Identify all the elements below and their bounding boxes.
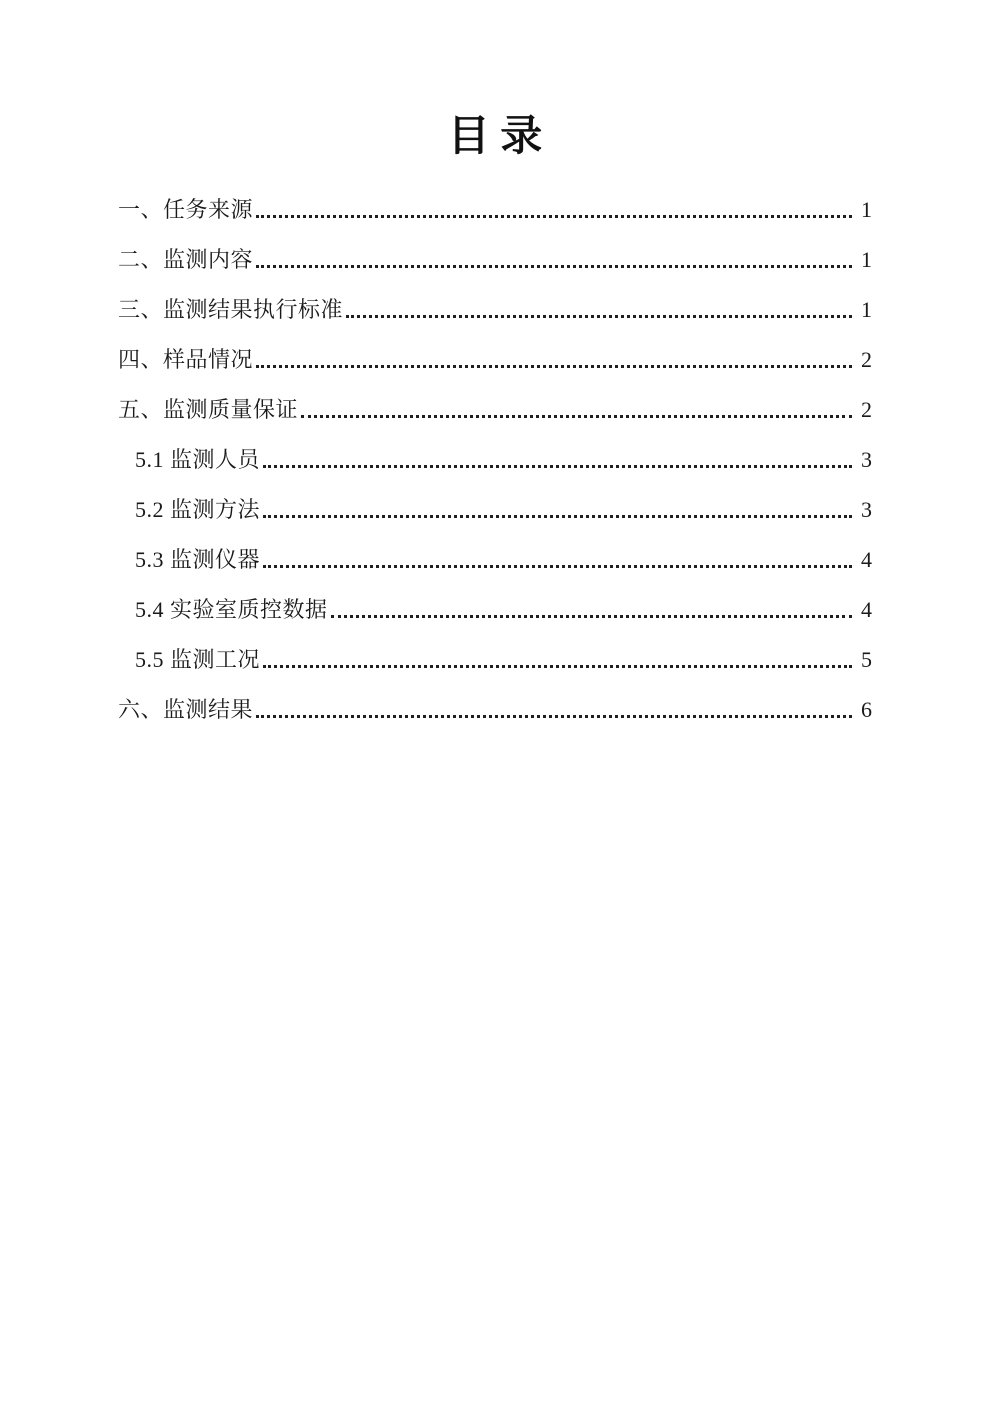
toc-entry[interactable] [118,530,872,580]
toc-entry-page: 3 [861,447,872,472]
toc-entry[interactable] [118,680,872,730]
toc-entry-label: 5.4 实验室质控数据 [135,597,328,622]
dot-leader [263,465,852,468]
dot-leader [263,565,852,568]
toc-entry[interactable] [118,480,872,530]
toc-entry-page: 2 [861,397,872,422]
dot-leader [331,615,852,618]
toc-entry[interactable] [118,630,872,680]
toc-entry-page: 6 [861,697,872,722]
toc-entry[interactable] [118,380,872,430]
toc-entry[interactable] [118,330,872,380]
toc-entry[interactable] [118,430,872,480]
dot-leader [256,365,852,368]
toc-entry-label: 5.3 监测仪器 [135,547,261,572]
toc-entry-page: 1 [861,297,872,322]
toc-entry-label: 六、监测结果 [118,697,254,722]
dot-leader [263,515,852,518]
toc-entry-label: 三、监测结果执行标准 [118,297,344,322]
page-title: 目 录 [447,114,543,160]
toc-entry-page: 4 [861,547,872,572]
toc-list [118,180,872,730]
toc-entry-page: 5 [861,647,872,672]
toc-entry-label: 5.5 监测工况 [135,647,261,672]
toc-entry-page: 4 [861,597,872,622]
toc-entry[interactable] [118,180,872,230]
dot-leader [346,315,852,318]
toc-entry-page: 3 [861,497,872,522]
toc-entry[interactable] [118,580,872,630]
toc-entry[interactable] [118,280,872,330]
toc-entry-label: 5.1 监测人员 [135,447,261,472]
dot-leader [301,415,852,418]
toc-entry-label: 四、样品情况 [118,347,254,372]
dot-leader [256,265,852,268]
toc-entry-label: 5.2 监测方法 [135,497,261,522]
dot-leader [256,215,852,218]
toc-entry[interactable] [118,230,872,280]
toc-entry-label: 一、任务来源 [118,197,254,222]
toc-entry-label: 五、监测质量保证 [118,397,299,422]
toc-entry-label: 二、监测内容 [118,247,254,272]
toc-entry-page: 1 [861,247,872,272]
dot-leader [263,665,852,668]
dot-leader [256,715,852,718]
toc-entry-page: 1 [861,197,872,222]
toc-entry-page: 2 [861,347,872,372]
